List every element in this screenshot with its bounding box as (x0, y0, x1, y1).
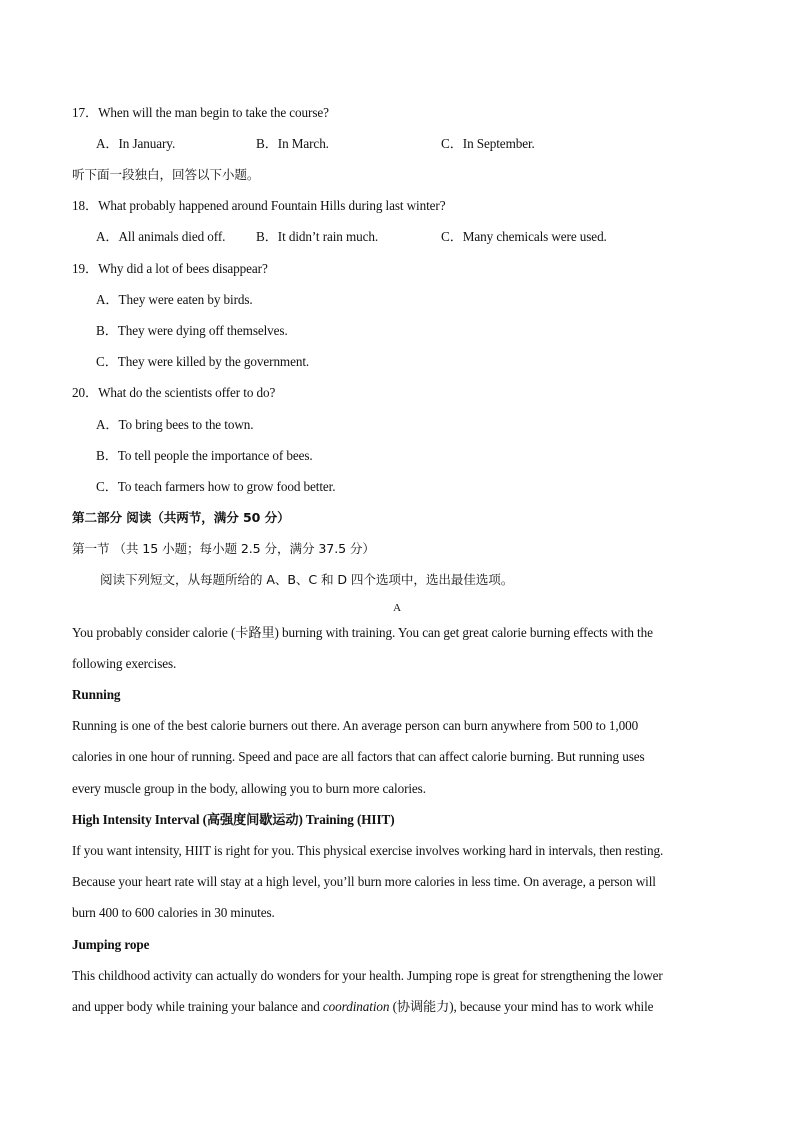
option-b: B．In March. (256, 136, 329, 151)
italic-term: coordination (322, 999, 390, 1014)
section-title-hiit: High Intensity Interval (高强度间歇运动) Training (HIIT) (72, 812, 395, 827)
part2-heading: 第二部分 阅读（共两节，满分 50 分） (72, 510, 290, 525)
question-19-option-a: A．They were eaten by birds. (96, 292, 253, 307)
question-19-option-b: B．They were dying off themselves. (96, 323, 288, 338)
option-b: B．It didn’t rain much. (256, 229, 379, 244)
question-19-stem: 19．Why did a lot of bees disappear? (72, 261, 268, 276)
passage-line: Running is one of the best calorie burners out there. An average person can burn anywhere from 500 to 1,000 (72, 718, 639, 733)
passage-text: and upper body while training your balance and (72, 999, 323, 1014)
monologue-instruction: 听下面一段独白，回答以下小题。 (72, 167, 260, 182)
option-a: A．In January. (96, 136, 176, 151)
question-20-stem: 20．What do the scientists offer to do? (72, 385, 276, 400)
reading-instruction: 阅读下列短文，从每题所给的 A、B、C 和 D 四个选项中，选出最佳选项。 (100, 572, 514, 587)
passage-line: You probably consider calorie (卡路里) burning with training. You can get great calorie burning effects with the (72, 625, 653, 640)
option-c: C．In September. (441, 136, 535, 151)
question-19-option-c: C．They were killed by the government. (96, 354, 310, 369)
section1-heading: 第一节 （共 15 小题；每小题 2.5 分，满分 37.5 分） (72, 541, 375, 556)
question-20-option-a: A．To bring bees to the town. (96, 417, 254, 432)
passage-line: If you want intensity, HIIT is right for you. This physical exercise involves working hard in intervals, then resting. (72, 843, 664, 858)
section-title-running: Running (72, 687, 121, 702)
passage-label: A (393, 602, 401, 614)
option-c: C．Many chemicals were used. (441, 229, 607, 244)
passage-line: Because your heart rate will stay at a high level, you’ll burn more calories in less time. On average, a person will (72, 874, 656, 889)
passage-line: every muscle group in the body, allowing you to burn more calories. (72, 781, 426, 796)
question-20-option-b: B．To tell people the importance of bees. (96, 448, 313, 463)
passage-line: burn 400 to 600 calories in 30 minutes. (72, 905, 275, 920)
question-18-stem: 18．What probably happened around Fountain Hills during last winter? (72, 198, 446, 213)
option-a: A．All animals died off. (96, 229, 226, 244)
passage-line: following exercises. (72, 656, 177, 671)
section-title-jumping-rope: Jumping rope (72, 937, 150, 952)
question-20-option-c: C．To teach farmers how to grow food better. (96, 479, 336, 494)
passage-line: This childhood activity can actually do wonders for your health. Jumping rope is great for strengthening the lower (72, 968, 663, 983)
passage-text: (协调能力), because your mind has to work while (389, 999, 654, 1014)
question-17-stem: 17．When will the man begin to take the course? (72, 105, 329, 120)
passage-line (72, 999, 653, 1015)
passage-line: calories in one hour of running. Speed and pace are all factors that can affect calorie burning. But running uses (72, 749, 645, 764)
